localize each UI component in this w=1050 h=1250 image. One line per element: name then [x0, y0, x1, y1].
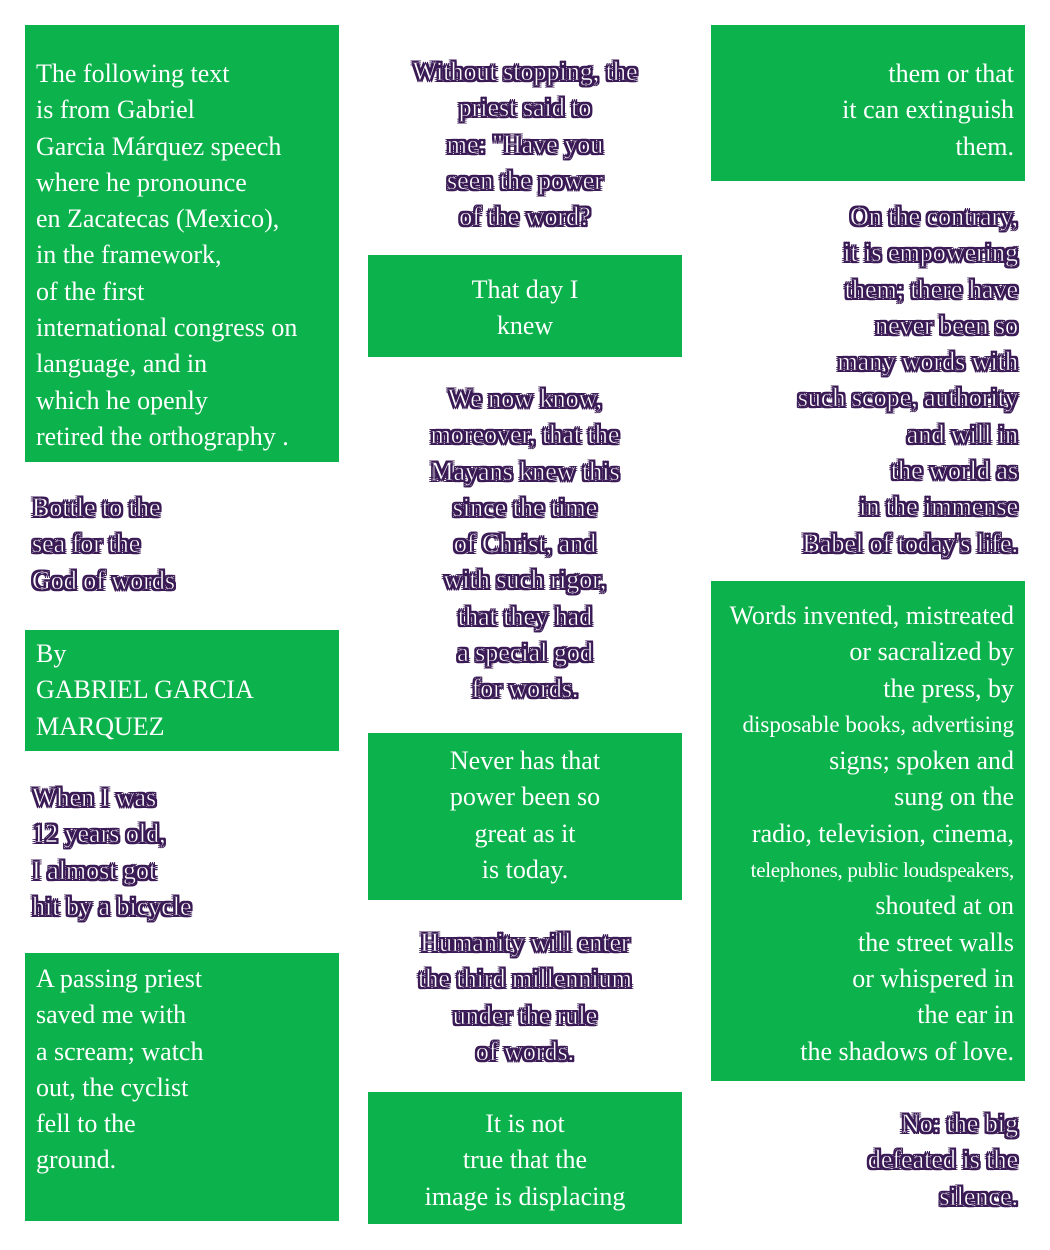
text-line: saved me with [36, 1000, 187, 1030]
text-line: seen the power [447, 165, 603, 195]
text-line: the shadows of love. [800, 1036, 1014, 1066]
text-line: since the time [452, 492, 598, 522]
text-line: disposable books, advertising [742, 711, 1014, 737]
text-line: Garcia Márquez speech [36, 131, 282, 161]
text-line: language, and in [36, 349, 208, 379]
text-line: sea for the [32, 529, 141, 559]
text-line: priest said to [458, 93, 592, 123]
text-line: under the rule [452, 1000, 598, 1030]
text-line: radio, television, cinema, [751, 818, 1014, 848]
text-line: hit by a bicycle [32, 891, 192, 921]
text-line: in the framework, [36, 240, 222, 270]
text-line: such scope, authority [797, 383, 1018, 413]
text-line: out, the cyclist [36, 1072, 189, 1102]
text-line: international congress on [36, 313, 298, 343]
text-line: 12 years old, [32, 819, 166, 849]
text-line: where he pronounce [36, 167, 247, 197]
text-line: the ear in [917, 1000, 1014, 1030]
text-line: true that the [462, 1145, 588, 1175]
text-line: moreover, that the [430, 420, 620, 450]
text-line: the press, by [883, 673, 1014, 703]
without-outlined [368, 54, 682, 235]
text-line: which he openly [36, 385, 208, 415]
text-line: Without stopping, the [412, 57, 638, 86]
humanity-outlined [368, 925, 682, 1070]
text-line: them or that [888, 59, 1014, 88]
text-line: ground. [36, 1145, 117, 1175]
text-line: On the contrary, [850, 202, 1018, 231]
text-line: retired the orthography . [36, 421, 289, 451]
text-line: and will in [906, 419, 1018, 449]
byline-box [25, 630, 339, 751]
text-line: That day I [471, 275, 579, 304]
text-line: image is displacing [424, 1181, 626, 1211]
text-line: them; there have [844, 274, 1018, 304]
contrary-outlined [711, 199, 1018, 562]
text-line: GABRIEL GARCIA [36, 675, 254, 705]
text-line: of words. [475, 1036, 575, 1066]
text-line: in the immense [859, 492, 1018, 522]
text-line: defeated is the [867, 1145, 1018, 1175]
text-line: Bottle to the [32, 493, 161, 522]
silence-outlined [711, 1106, 1018, 1215]
text-line: me: "Have you [446, 129, 604, 159]
never-box [368, 733, 682, 900]
text-line: many words with [837, 347, 1018, 377]
text-line: of the word? [459, 202, 591, 232]
text-line: I almost got [32, 855, 157, 885]
text-line: that they had [457, 601, 593, 631]
notrue-box [368, 1092, 682, 1224]
text-line: of the first [36, 276, 145, 306]
text-line: it is empowering [843, 238, 1018, 268]
text-line: No: the big [901, 1109, 1018, 1138]
text-line: for words. [471, 674, 579, 704]
text-line: or whispered in [852, 963, 1014, 993]
text-line: Babel of today's life. [802, 528, 1018, 558]
text-line: the world as [890, 456, 1018, 486]
text-line: fell to the [36, 1109, 136, 1139]
text-line: Never has that [449, 746, 601, 775]
text-line: it can extinguish [842, 95, 1014, 125]
title-outlined [32, 490, 332, 599]
text-line: is from Gabriel [36, 95, 195, 125]
text-line: great as it [474, 818, 576, 848]
words-box [711, 581, 1025, 1081]
text-line: is today. [481, 854, 569, 884]
text-line: a scream; watch [36, 1036, 204, 1066]
knew-box [368, 255, 682, 357]
text-line: The following text [36, 59, 230, 88]
text-line: of Christ, and [453, 529, 597, 559]
priest-box [25, 953, 339, 1221]
text-line: A passing priest [36, 964, 203, 993]
mayans-outlined [368, 381, 682, 708]
them-box [711, 25, 1025, 181]
text-line: MARQUEZ [36, 711, 165, 741]
text-line: never been so [875, 310, 1018, 340]
text-line: with such rigor, [443, 565, 607, 595]
text-line: the third millennium [418, 964, 632, 994]
text-line: a special god [457, 638, 593, 668]
text-line: When I was [32, 783, 157, 812]
text-line: Mayans knew this [430, 456, 620, 486]
text-line: Humanity will enter [420, 928, 630, 957]
text-line: en Zacatecas (Mexico), [36, 204, 280, 234]
text-line: shouted at on [875, 891, 1014, 921]
text-line: knew [496, 311, 554, 341]
text-line: By [36, 639, 67, 668]
text-line: them. [955, 131, 1014, 161]
text-line: It is not [485, 1109, 565, 1138]
text-line: silence. [939, 1181, 1018, 1211]
intro-box [25, 25, 339, 462]
text-line: telephones, public loudspeakers, [750, 858, 1014, 883]
text-line: sung on the [894, 782, 1014, 812]
text-line: Words invented, mistreated [729, 601, 1014, 630]
text-line: power been so [449, 782, 601, 812]
text-line: signs; spoken and [829, 746, 1014, 776]
text-line: or sacralized by [849, 637, 1014, 667]
text-line: We now know, [447, 384, 603, 413]
text-line: the street walls [858, 927, 1014, 957]
text-line: God of words [32, 565, 175, 595]
age-outlined [32, 780, 332, 925]
